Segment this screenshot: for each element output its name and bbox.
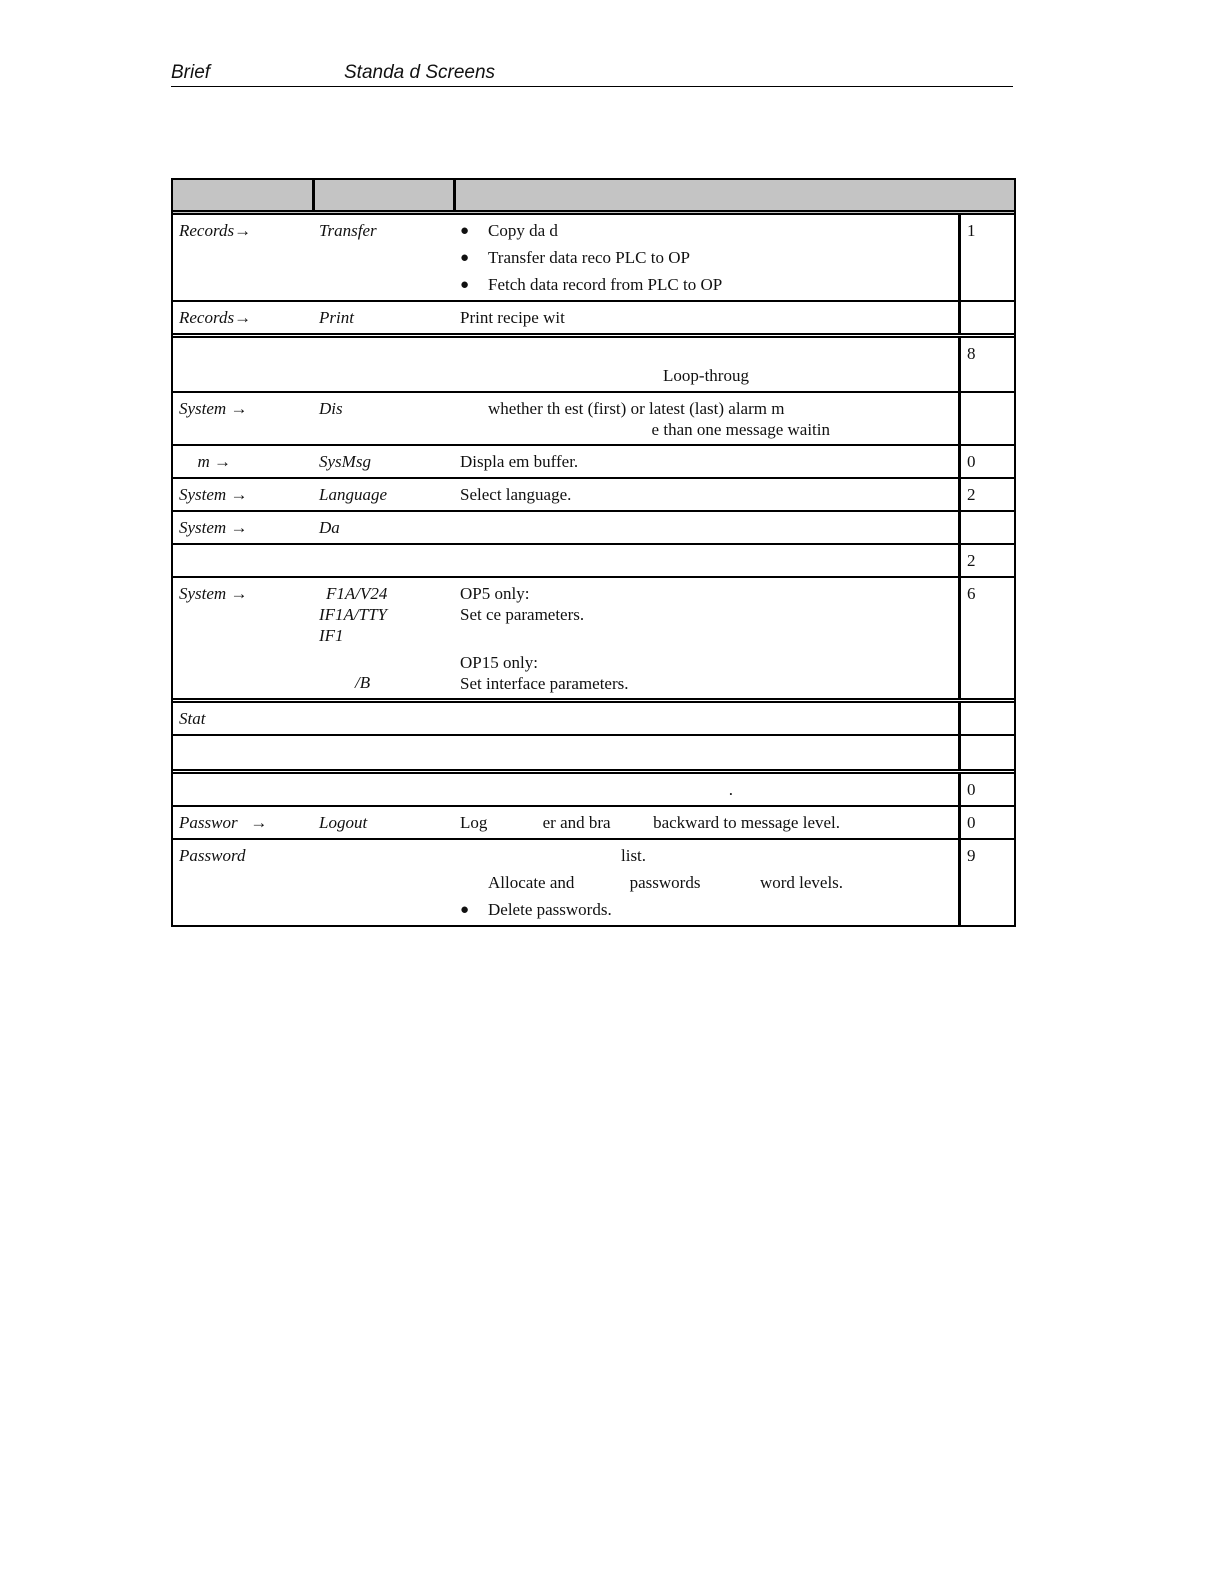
function-text: whether th est (first) or latest (last) alarm m bbox=[488, 399, 785, 418]
menu-path-cell: m → bbox=[197, 452, 231, 471]
function-text: e than one message waitin bbox=[651, 420, 830, 439]
table-row bbox=[173, 736, 1014, 774]
function-text: OP15 only: bbox=[460, 653, 538, 672]
screen-name-cell: Transfer bbox=[319, 221, 377, 240]
screen-name-cell: Da bbox=[319, 518, 340, 537]
screen-name-cell: F1A/V24 IF1A/TTY IF1 /B bbox=[319, 584, 388, 692]
page-ref-cell: 2 bbox=[967, 485, 976, 504]
menu-path-cell bbox=[173, 545, 313, 576]
screen-name-cell bbox=[313, 545, 454, 576]
table-header-cell bbox=[456, 180, 1014, 210]
function-cell bbox=[454, 512, 961, 543]
table-row bbox=[173, 446, 1014, 479]
table-row bbox=[173, 479, 1014, 512]
function-text: Set ce parameters. bbox=[460, 605, 585, 624]
menu-path-cell: Stat bbox=[179, 709, 206, 728]
screen-name-cell: SysMsg bbox=[319, 452, 371, 471]
table-header-cell bbox=[315, 180, 456, 210]
function-cell bbox=[454, 840, 961, 925]
function-cell bbox=[454, 703, 961, 734]
table-row bbox=[173, 578, 1014, 703]
screen-name-cell bbox=[313, 338, 454, 391]
table-row bbox=[173, 302, 1014, 338]
table-header-cell bbox=[173, 180, 315, 210]
page-header bbox=[171, 60, 1013, 87]
page-ref-cell: 2 bbox=[967, 551, 976, 570]
screen-name-cell: Print bbox=[319, 308, 354, 327]
menu-path-cell: System → bbox=[179, 584, 248, 603]
menu-path-cell: Password bbox=[179, 846, 246, 865]
menu-path-cell: System → bbox=[179, 485, 248, 504]
function-cell: Log er and bra backward to message level. bbox=[454, 807, 961, 838]
bullet-icon: ● bbox=[460, 250, 470, 266]
function-cell bbox=[454, 338, 961, 391]
page-ref-cell: 6 bbox=[967, 584, 976, 603]
page-ref-cell bbox=[961, 736, 1014, 769]
table-header-row bbox=[173, 180, 1014, 215]
page-ref-cell bbox=[961, 302, 1014, 333]
function-cell: Displa em buffer. bbox=[454, 446, 961, 477]
table-row bbox=[173, 338, 1014, 393]
function-text: Loop-throug bbox=[663, 366, 749, 385]
screen-name-cell: Dis bbox=[319, 399, 343, 418]
table-row bbox=[173, 393, 1014, 446]
screen-name-cell bbox=[313, 840, 454, 925]
header-chapter-title: Standa d Screens bbox=[344, 62, 496, 83]
list-item: ● Delete passwords. bbox=[460, 900, 612, 919]
menu-path-cell: System → bbox=[179, 518, 248, 537]
bullet-icon: ● bbox=[460, 902, 470, 918]
menu-path-cell bbox=[173, 338, 313, 391]
list-item: ● Copy da d bbox=[460, 221, 558, 240]
menu-path-cell: Passwor → bbox=[179, 813, 268, 832]
function-cell bbox=[454, 736, 961, 769]
page-ref-cell: 9 bbox=[967, 846, 976, 865]
function-text: OP5 only: bbox=[460, 584, 530, 603]
menu-path-cell: Records→ bbox=[179, 221, 252, 240]
list-item: ● Transfer data reco PLC to OP bbox=[460, 248, 690, 267]
page-ref-cell: 1 bbox=[967, 221, 976, 240]
function-cell: Print recipe wit bbox=[454, 302, 961, 333]
function-text: Allocate and passwords word levels. bbox=[488, 873, 844, 892]
list-item: ● Fetch data record from PLC to OP bbox=[460, 275, 723, 294]
table-row bbox=[173, 512, 1014, 545]
screen-name-cell: Logout bbox=[319, 813, 368, 832]
screen-name-cell bbox=[313, 703, 454, 734]
bullet-icon: ● bbox=[460, 277, 470, 293]
screens-table bbox=[171, 178, 1016, 927]
page-ref-cell bbox=[961, 703, 1014, 734]
function-cell bbox=[454, 578, 961, 698]
menu-path-cell: System → bbox=[179, 399, 248, 418]
function-cell bbox=[454, 393, 961, 444]
function-cell: . bbox=[454, 774, 961, 805]
screen-name-cell: Language bbox=[319, 485, 387, 504]
function-text: Set interface parameters. bbox=[460, 674, 629, 693]
page-ref-cell: 0 bbox=[967, 813, 976, 832]
function-text: list. bbox=[621, 846, 647, 865]
page-ref-cell bbox=[961, 512, 1014, 543]
table-row bbox=[173, 703, 1014, 736]
screen-name-cell bbox=[313, 736, 454, 769]
function-cell: Select language. bbox=[454, 479, 961, 510]
table-row bbox=[173, 545, 1014, 578]
menu-path-cell bbox=[173, 736, 313, 769]
header-section-label: Brief bbox=[171, 62, 211, 83]
page-ref-cell: 8 bbox=[967, 344, 976, 363]
page-ref-cell bbox=[961, 393, 1014, 444]
function-cell bbox=[454, 545, 961, 576]
page-ref-cell: 0 bbox=[967, 780, 976, 799]
function-cell bbox=[454, 215, 961, 300]
menu-path-cell bbox=[173, 774, 313, 805]
bullet-icon: ● bbox=[460, 223, 470, 239]
table-row bbox=[173, 807, 1014, 840]
table-row bbox=[173, 215, 1014, 302]
page-ref-cell: 0 bbox=[967, 452, 976, 471]
table-row bbox=[173, 840, 1014, 925]
menu-path-cell: Records→ bbox=[179, 308, 252, 327]
screen-name-cell bbox=[313, 774, 454, 805]
table-row bbox=[173, 774, 1014, 807]
